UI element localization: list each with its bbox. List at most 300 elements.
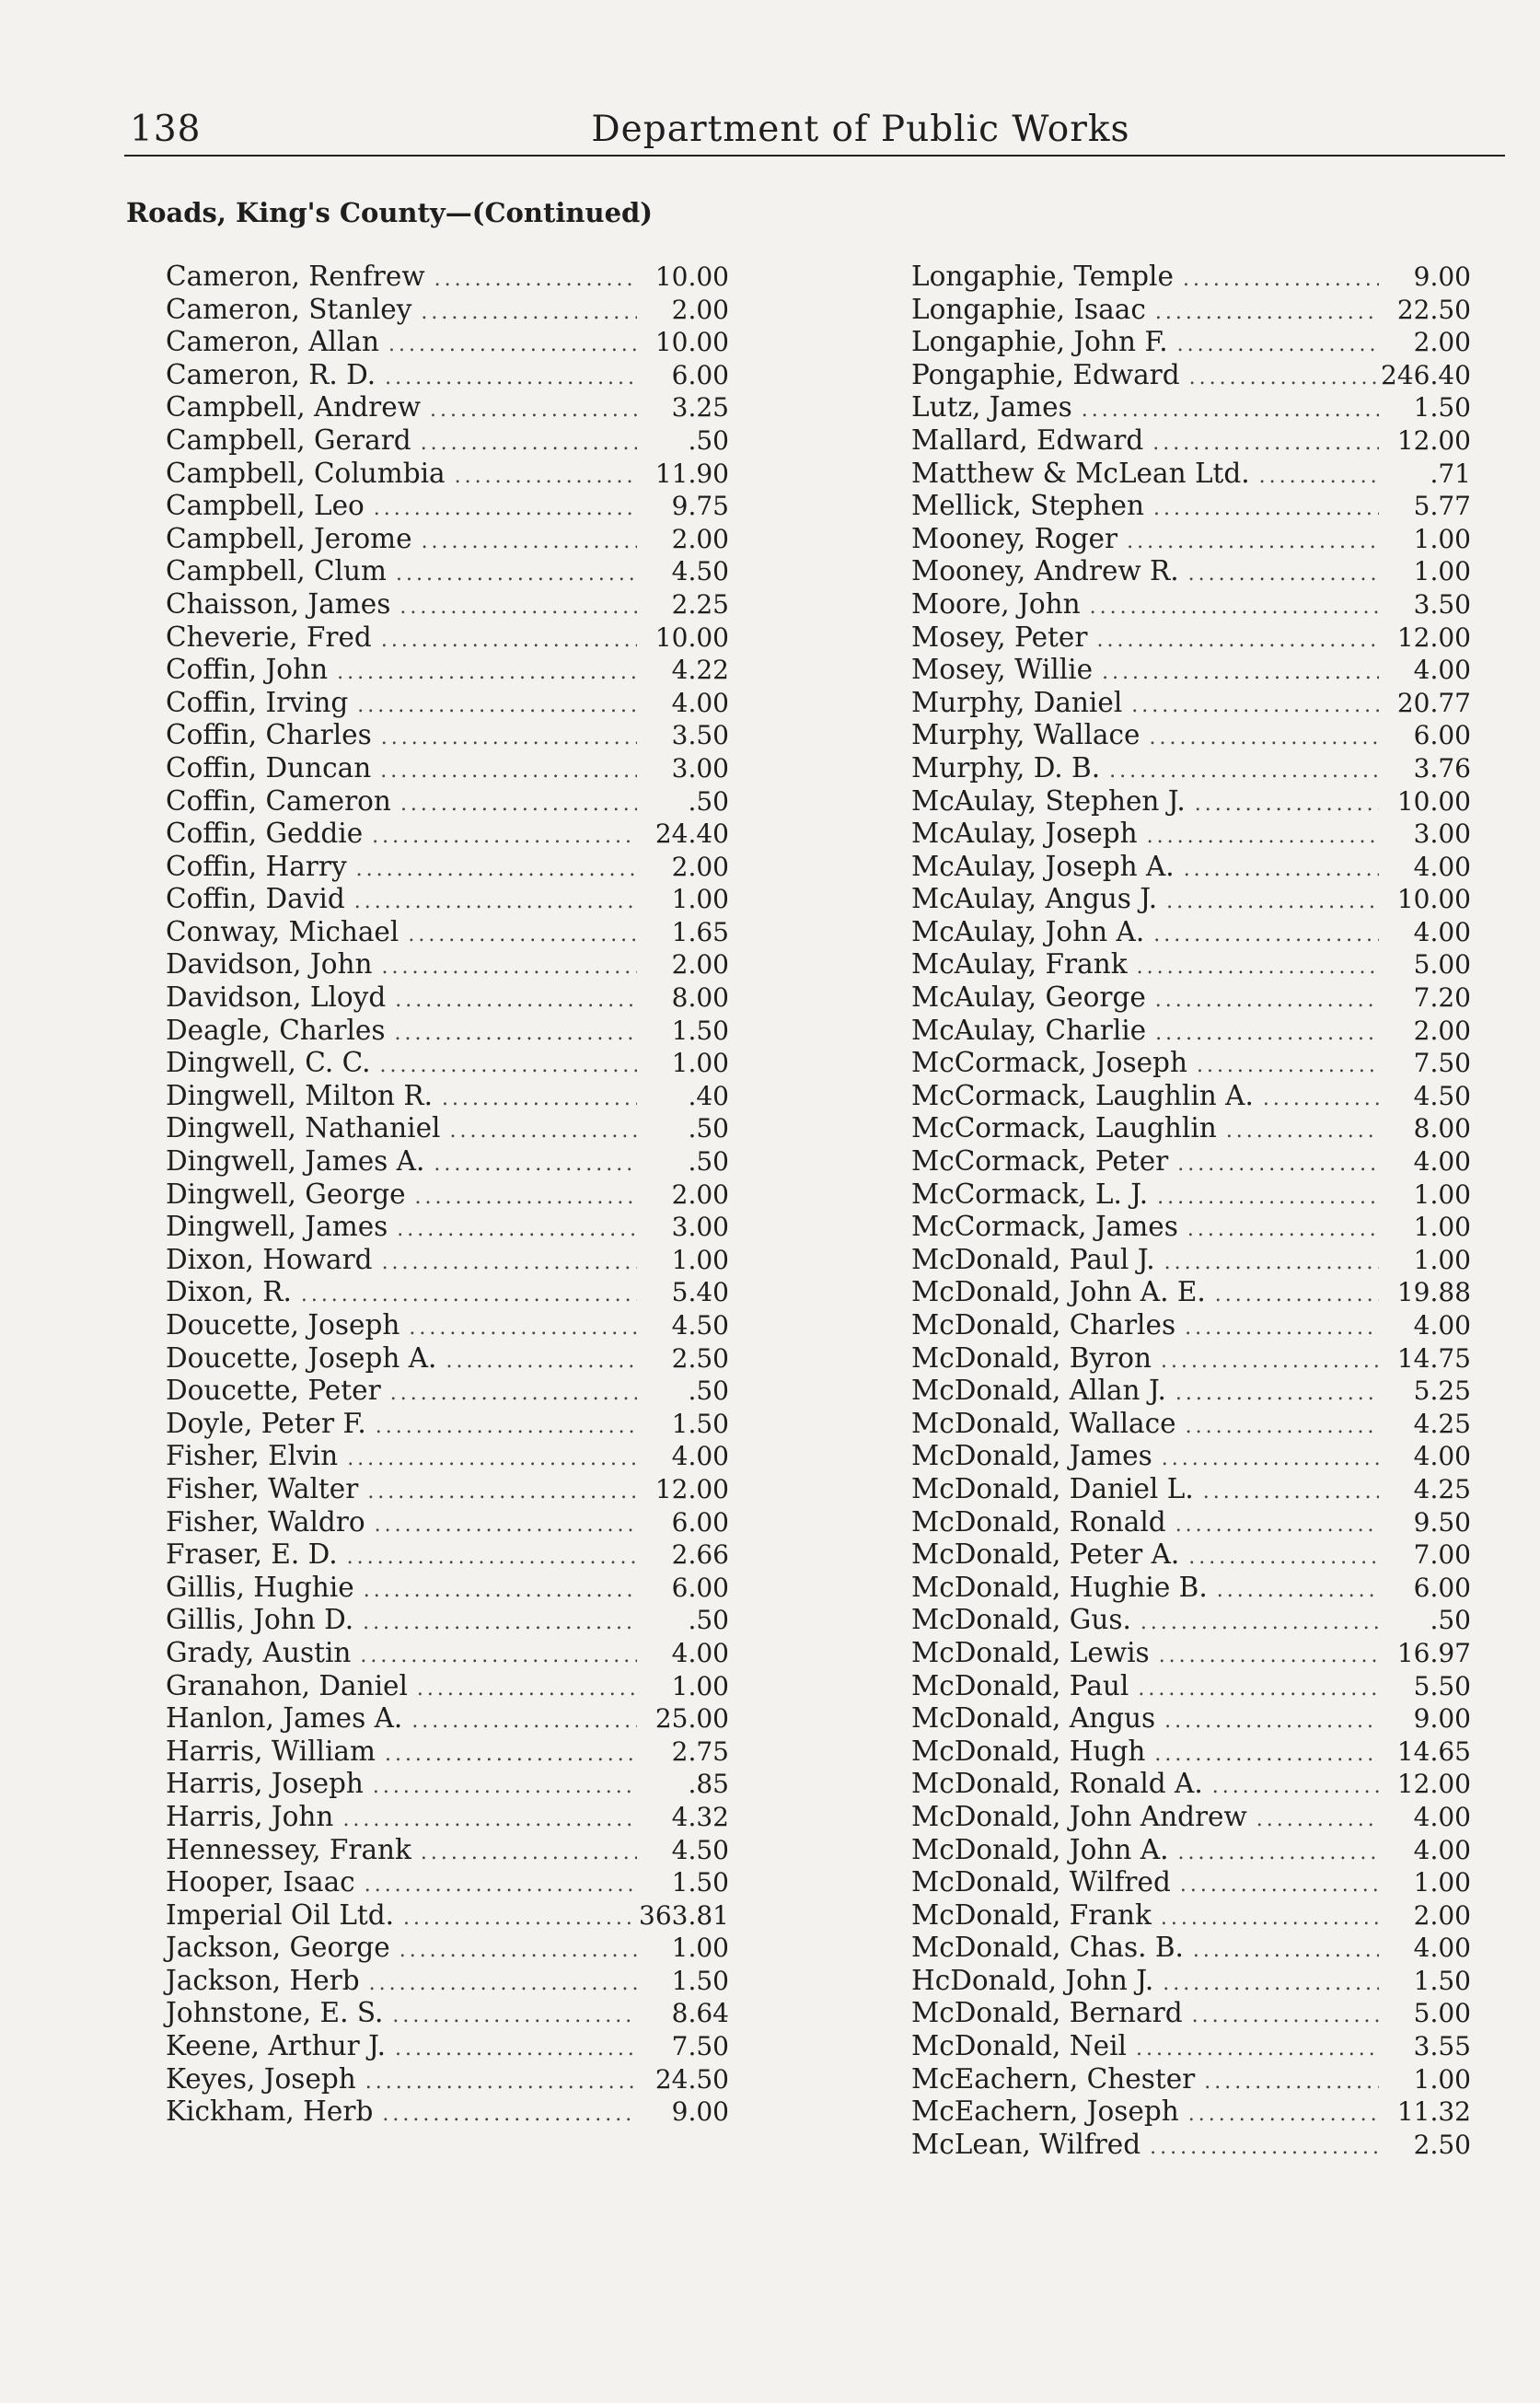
ledger-row bbox=[166, 883, 729, 916]
payee-name: Mellick, Stephen bbox=[911, 490, 1144, 522]
dot-leader bbox=[365, 497, 637, 520]
payee-name: Mallard, Edward bbox=[911, 424, 1144, 456]
dot-leader bbox=[411, 301, 637, 324]
ledger-row bbox=[166, 752, 729, 785]
payment-amount: 4.00 bbox=[1413, 1801, 1471, 1832]
payee-name: Harris, Joseph bbox=[166, 1768, 364, 1800]
dot-leader bbox=[433, 1087, 637, 1110]
dot-leader bbox=[1131, 1611, 1379, 1634]
payment-amount: 1.00 bbox=[1413, 2063, 1471, 2095]
dot-leader bbox=[347, 858, 637, 881]
payment-amount: 10.00 bbox=[654, 261, 729, 292]
dot-leader bbox=[1179, 1546, 1379, 1569]
ledger-row bbox=[911, 1768, 1471, 1801]
payee-name: Dingwell, James bbox=[166, 1211, 388, 1243]
payee-name: McDonald, Wilfred bbox=[911, 1866, 1171, 1898]
payment-amount: 2.00 bbox=[671, 1178, 729, 1210]
payment-amount: 14.75 bbox=[1396, 1342, 1471, 1374]
dot-leader bbox=[345, 890, 637, 913]
ledger-row bbox=[911, 261, 1471, 294]
dot-leader bbox=[1150, 1644, 1379, 1667]
dot-leader bbox=[1072, 399, 1379, 422]
payee-name: Davidson, John bbox=[166, 948, 373, 981]
payee-name: Mosey, Willie bbox=[911, 654, 1094, 686]
dot-leader bbox=[1178, 1218, 1379, 1241]
dot-leader bbox=[1206, 1283, 1379, 1306]
ledger-row bbox=[911, 1309, 1471, 1342]
dot-leader bbox=[1141, 2136, 1379, 2159]
ledger-row bbox=[911, 2063, 1471, 2096]
payment-amount: 5.50 bbox=[1413, 1670, 1471, 1701]
dot-leader bbox=[390, 596, 637, 619]
dot-leader bbox=[1174, 268, 1379, 291]
dot-leader bbox=[1093, 661, 1379, 684]
ledger-row bbox=[911, 359, 1471, 392]
payee-name: McAulay, Angus J. bbox=[911, 883, 1158, 915]
payment-amount: 10.00 bbox=[654, 621, 729, 653]
payee-name: Chaisson, James bbox=[166, 587, 391, 620]
dot-leader bbox=[436, 1350, 637, 1373]
payee-name: McLean, Wilfred bbox=[911, 2128, 1141, 2160]
dot-leader bbox=[376, 366, 637, 389]
payee-name: Fisher, Walter bbox=[166, 1472, 359, 1504]
ledger-row bbox=[166, 1408, 729, 1441]
payment-amount: 4.00 bbox=[1413, 1146, 1471, 1178]
ledger-row bbox=[911, 981, 1471, 1015]
dot-leader bbox=[424, 1153, 637, 1176]
dot-leader bbox=[371, 760, 637, 783]
payee-name: Doucette, Joseph bbox=[166, 1309, 400, 1341]
payment-amount: 1.65 bbox=[671, 916, 729, 947]
dot-leader bbox=[1152, 1907, 1379, 1930]
payment-amount: 1.00 bbox=[1413, 1244, 1471, 1275]
payee-name: Keyes, Joseph bbox=[166, 2062, 356, 2095]
dot-leader bbox=[1168, 1153, 1379, 1176]
dot-leader bbox=[399, 923, 637, 946]
dot-leader bbox=[1122, 694, 1379, 717]
dot-leader bbox=[1117, 530, 1379, 553]
payment-amount: 4.22 bbox=[671, 655, 729, 686]
payee-name: McEachern, Joseph bbox=[911, 2095, 1179, 2128]
ledger-row bbox=[166, 1604, 729, 1637]
payee-name: McDonald, John A. E. bbox=[911, 1276, 1206, 1308]
payee-name: McDonald, Hugh bbox=[911, 1735, 1146, 1767]
dot-leader bbox=[1153, 1972, 1379, 1995]
ledger-row bbox=[166, 1899, 729, 1933]
ledger-row bbox=[166, 1768, 729, 1801]
ledger-row bbox=[166, 391, 729, 424]
payment-amount: 1.50 bbox=[671, 1965, 729, 1996]
dot-leader bbox=[1184, 1939, 1379, 1962]
dot-leader bbox=[1186, 793, 1379, 816]
dot-leader bbox=[1143, 432, 1379, 455]
ledger-row bbox=[166, 851, 729, 884]
ledger-row bbox=[166, 621, 729, 655]
payee-name: Coffin, Irving bbox=[166, 686, 349, 718]
payment-amount: 7.20 bbox=[1413, 982, 1471, 1014]
payee-name: McCormack, Laughlin bbox=[911, 1112, 1217, 1144]
payee-name: McAulay, Joseph A. bbox=[911, 850, 1175, 882]
ledger-row bbox=[166, 1080, 729, 1113]
dot-leader bbox=[1195, 2071, 1379, 2094]
ledger-row bbox=[911, 1932, 1471, 1965]
payee-name: Longaphie, John F. bbox=[911, 326, 1168, 358]
payment-amount: 9.75 bbox=[671, 491, 729, 522]
payee-name: McDonald, Charles bbox=[911, 1309, 1176, 1341]
payment-amount: 7.50 bbox=[671, 2031, 729, 2062]
payee-name: Deagle, Charles bbox=[166, 1014, 386, 1046]
payment-amount: 3.00 bbox=[1413, 818, 1471, 850]
dot-leader bbox=[399, 1317, 637, 1340]
payment-amount: 4.50 bbox=[671, 1834, 729, 1865]
payee-name: Fisher, Elvin bbox=[166, 1440, 339, 1472]
page-number: 138 bbox=[130, 109, 202, 150]
payee-name: Cameron, Allan bbox=[166, 326, 379, 358]
ledger-row bbox=[166, 1997, 729, 2030]
ledger-row bbox=[166, 458, 729, 491]
payment-amount: 16.97 bbox=[1396, 1637, 1471, 1668]
payee-name: McDonald, Allan J. bbox=[911, 1375, 1166, 1407]
payment-amount: 6.00 bbox=[1413, 1572, 1471, 1603]
dot-leader bbox=[1175, 1317, 1379, 1340]
dot-leader bbox=[406, 1186, 637, 1209]
dot-leader bbox=[408, 1677, 637, 1701]
ledger-row bbox=[911, 1080, 1471, 1113]
payee-name: Coffin, Duncan bbox=[166, 751, 372, 784]
ledger-row bbox=[911, 1342, 1471, 1376]
dot-leader bbox=[1254, 1087, 1379, 1110]
payee-name: McDonald, Lewis bbox=[911, 1636, 1150, 1668]
dot-leader bbox=[1176, 1415, 1379, 1438]
payee-name: Fisher, Waldro bbox=[166, 1505, 365, 1538]
ledger-row bbox=[166, 1965, 729, 1998]
ledger-row bbox=[166, 654, 729, 687]
payee-name: McEachern, Chester bbox=[911, 2062, 1196, 2095]
payee-name: McDonald, Wallace bbox=[911, 1407, 1176, 1439]
payment-amount: 2.00 bbox=[671, 851, 729, 882]
payment-amount: 2.66 bbox=[671, 1539, 729, 1571]
payment-amount: 1.00 bbox=[671, 884, 729, 915]
payee-name: Matthew & McLean Ltd. bbox=[911, 457, 1250, 489]
payee-name: Davidson, Lloyd bbox=[166, 981, 387, 1014]
ledger-row bbox=[166, 1506, 729, 1539]
payment-amount: 11.90 bbox=[654, 458, 729, 489]
payee-name: Dingwell, Nathaniel bbox=[166, 1112, 441, 1144]
payment-amount: 1.50 bbox=[1413, 392, 1471, 424]
ledger-row bbox=[166, 261, 729, 294]
ledger-row bbox=[911, 2129, 1471, 2162]
ledger-row bbox=[911, 458, 1471, 491]
payee-name: Murphy, Daniel bbox=[911, 686, 1123, 718]
payee-name: Conway, Michael bbox=[166, 915, 399, 947]
payment-amount: 5.40 bbox=[671, 1277, 729, 1308]
payee-name: McDonald, John Andrew bbox=[911, 1800, 1247, 1832]
dot-leader bbox=[370, 1054, 637, 1077]
payee-name: Johnstone, E. S. bbox=[166, 1997, 384, 2029]
ledger-row bbox=[166, 1178, 729, 1212]
dot-leader bbox=[338, 1447, 637, 1470]
payment-amount: 2.50 bbox=[1413, 2129, 1471, 2160]
dot-leader bbox=[363, 825, 637, 848]
payment-amount: 4.25 bbox=[1413, 1473, 1471, 1504]
payee-name: Fraser, E. D. bbox=[166, 1538, 338, 1571]
ledger-row bbox=[166, 523, 729, 556]
payee-name: Campbell, Leo bbox=[166, 490, 365, 522]
payment-amount: 4.00 bbox=[671, 1637, 729, 1668]
dot-leader bbox=[376, 1743, 637, 1766]
ledger-row bbox=[911, 1604, 1471, 1637]
payment-amount: 4.00 bbox=[1413, 1834, 1471, 1865]
payment-amount: 10.00 bbox=[1396, 884, 1471, 915]
page-title: Department of Public Works bbox=[591, 109, 1130, 150]
ledger-row bbox=[166, 1866, 729, 1899]
payment-amount: 1.00 bbox=[1413, 556, 1471, 587]
payment-amount: .85 bbox=[688, 1769, 729, 1800]
dot-leader bbox=[386, 1022, 637, 1045]
payee-name: Cheverie, Fred bbox=[166, 621, 372, 653]
ledger-row bbox=[166, 1342, 729, 1376]
dot-leader bbox=[386, 989, 637, 1012]
dot-leader bbox=[388, 1218, 637, 1241]
payment-amount: 10.00 bbox=[654, 327, 729, 358]
ledger-row bbox=[911, 490, 1471, 523]
payment-amount: 9.50 bbox=[1413, 1506, 1471, 1538]
payment-amount: .71 bbox=[1430, 458, 1471, 489]
payee-name: HcDonald, John J. bbox=[911, 1964, 1154, 1996]
ledger-row bbox=[911, 818, 1471, 851]
payment-amount: 19.88 bbox=[1396, 1277, 1471, 1308]
ledger-row bbox=[911, 1506, 1471, 1539]
payment-amount: 6.00 bbox=[1413, 720, 1471, 751]
payee-name: McDonald, Frank bbox=[911, 1898, 1152, 1931]
ledger-row bbox=[166, 1932, 729, 1965]
payment-amount: 1.00 bbox=[671, 1670, 729, 1701]
payee-name: Campbell, Columbia bbox=[166, 457, 446, 489]
payee-name: Coffin, Harry bbox=[166, 850, 347, 882]
ledger-row bbox=[166, 1047, 729, 1080]
ledger-row bbox=[166, 981, 729, 1015]
payment-amount: 1.50 bbox=[1413, 1965, 1471, 1996]
payee-name: Hanlon, James A. bbox=[166, 1702, 403, 1735]
ledger-row bbox=[911, 719, 1471, 752]
payee-name: McCormack, L. J. bbox=[911, 1178, 1149, 1210]
payee-name: McAulay, Stephen J. bbox=[911, 784, 1186, 817]
payment-amount: 4.50 bbox=[671, 556, 729, 587]
payee-name: McDonald, Gus. bbox=[911, 1604, 1131, 1636]
payment-amount: 363.81 bbox=[639, 1899, 729, 1931]
ledger-row bbox=[911, 1866, 1471, 1899]
payee-name: McDonald, Peter A. bbox=[911, 1538, 1180, 1571]
dot-leader bbox=[1138, 825, 1379, 848]
payee-name: Dixon, R. bbox=[166, 1276, 292, 1308]
payment-amount: 6.00 bbox=[671, 359, 729, 390]
ledger-row bbox=[911, 391, 1471, 424]
dot-leader bbox=[328, 661, 637, 684]
payee-name: Longaphie, Temple bbox=[911, 261, 1174, 292]
payee-name: McCormack, Laughlin A. bbox=[911, 1079, 1254, 1111]
payee-name: Grady, Austin bbox=[166, 1636, 352, 1668]
ledger-row bbox=[166, 719, 729, 752]
payment-amount: 25.00 bbox=[654, 1703, 729, 1735]
ledger-row bbox=[166, 948, 729, 981]
payment-amount: 12.00 bbox=[654, 1473, 729, 1504]
payment-amount: 4.50 bbox=[671, 1310, 729, 1341]
payment-amount: 3.50 bbox=[671, 720, 729, 751]
dot-leader bbox=[366, 1415, 637, 1438]
dot-leader bbox=[421, 399, 637, 422]
dot-leader bbox=[364, 1775, 637, 1798]
ledger-row bbox=[911, 1145, 1471, 1178]
payment-amount: 2.00 bbox=[671, 523, 729, 554]
payee-name: Kickham, Herb bbox=[166, 2095, 374, 2128]
ledger-row bbox=[911, 883, 1471, 916]
payee-name: Keene, Arthur J. bbox=[166, 2030, 387, 2062]
dot-leader bbox=[1148, 1186, 1379, 1209]
ledger-row bbox=[911, 785, 1471, 818]
ledger-row bbox=[166, 1244, 729, 1277]
payment-amount: 12.00 bbox=[1396, 621, 1471, 653]
payment-amount: 1.00 bbox=[671, 1048, 729, 1079]
dot-leader bbox=[1179, 563, 1379, 586]
payment-amount: 3.25 bbox=[671, 392, 729, 424]
dot-leader bbox=[1152, 1447, 1379, 1470]
payment-amount: 20.77 bbox=[1396, 687, 1471, 718]
dot-leader bbox=[356, 2071, 637, 2094]
payee-name: Mooney, Andrew R. bbox=[911, 555, 1179, 587]
payment-amount: 4.00 bbox=[1413, 851, 1471, 882]
ledger-row bbox=[166, 1473, 729, 1506]
ledger-row bbox=[911, 1702, 1471, 1736]
payee-name: Cameron, R. D. bbox=[166, 358, 376, 390]
dot-leader bbox=[1140, 726, 1379, 749]
payee-name: McCormack, Peter bbox=[911, 1145, 1169, 1178]
dot-leader bbox=[373, 2103, 637, 2126]
ledger-row bbox=[166, 2030, 729, 2063]
payment-amount: 3.76 bbox=[1413, 752, 1471, 784]
ledger-row bbox=[166, 555, 729, 588]
payment-amount: 14.65 bbox=[1396, 1736, 1471, 1767]
dot-leader bbox=[1129, 1677, 1379, 1701]
ledger-row bbox=[166, 1112, 729, 1145]
payee-name: Dingwell, James A. bbox=[166, 1145, 425, 1178]
ledger-row bbox=[911, 1997, 1471, 2030]
payee-name: McDonald, Ronald bbox=[911, 1505, 1166, 1538]
payee-name: Campbell, Clum bbox=[166, 555, 387, 587]
payment-amount: 8.64 bbox=[671, 1998, 729, 2029]
payee-name: McDonald, Paul bbox=[911, 1669, 1129, 1701]
payee-name: McCormack, James bbox=[911, 1211, 1178, 1243]
payee-name: Cameron, Renfrew bbox=[166, 261, 425, 292]
dot-leader bbox=[1175, 858, 1379, 881]
ledger-row bbox=[911, 621, 1471, 655]
payee-name: Coffin, Geddie bbox=[166, 818, 364, 850]
dot-leader bbox=[1179, 2103, 1379, 2126]
payee-name: Mooney, Roger bbox=[911, 522, 1118, 554]
ledger-row bbox=[166, 1670, 729, 1703]
payee-name: McAulay, George bbox=[911, 981, 1146, 1014]
payment-amount: 2.00 bbox=[671, 294, 729, 325]
ledger-row bbox=[911, 1637, 1471, 1670]
ledger-row bbox=[911, 1047, 1471, 1080]
ledger-row bbox=[166, 588, 729, 621]
dot-leader bbox=[1157, 890, 1379, 913]
dot-leader bbox=[1128, 956, 1379, 979]
payee-name: Gillis, John D. bbox=[166, 1604, 354, 1636]
payee-name: Dixon, Howard bbox=[166, 1243, 373, 1275]
payee-name: McAulay, John A. bbox=[911, 915, 1145, 947]
payee-name: Harris, William bbox=[166, 1735, 376, 1767]
dot-leader bbox=[1208, 1579, 1379, 1602]
ledger-row bbox=[166, 1015, 729, 1048]
payee-name: Granahon, Daniel bbox=[166, 1669, 408, 1701]
payment-amount: 4.00 bbox=[671, 1441, 729, 1472]
payment-amount: 6.00 bbox=[671, 1572, 729, 1603]
payment-amount: 4.00 bbox=[1413, 655, 1471, 686]
dot-leader bbox=[348, 694, 637, 717]
payee-name: Imperial Oil Ltd. bbox=[166, 1898, 395, 1931]
ledger-row bbox=[911, 1440, 1471, 1473]
payment-amount: 2.75 bbox=[671, 1736, 729, 1767]
payee-name: Dingwell, C. C. bbox=[166, 1047, 371, 1079]
ledger-row bbox=[166, 1276, 729, 1309]
dot-leader bbox=[394, 1907, 637, 1930]
ledger-row bbox=[911, 916, 1471, 949]
ledger-row bbox=[911, 1670, 1471, 1703]
dot-leader bbox=[355, 1874, 637, 1897]
ledger-row bbox=[911, 948, 1471, 981]
ledger-row bbox=[911, 1408, 1471, 1441]
dot-leader bbox=[1155, 1251, 1379, 1274]
payment-amount: 8.00 bbox=[1413, 1113, 1471, 1144]
dot-leader bbox=[1168, 1841, 1379, 1864]
payee-name: Doyle, Peter F. bbox=[166, 1407, 366, 1439]
payee-name: McDonald, Neil bbox=[911, 2030, 1127, 2062]
payee-name: Pongaphie, Edward bbox=[911, 358, 1180, 390]
dot-leader bbox=[365, 1514, 637, 1537]
ledger-row bbox=[166, 1375, 729, 1408]
ledger-row bbox=[166, 1572, 729, 1605]
ledger-row bbox=[911, 326, 1471, 359]
ledger-row bbox=[166, 916, 729, 949]
payee-name: Lutz, James bbox=[911, 391, 1072, 424]
payment-amount: 1.00 bbox=[1413, 1867, 1471, 1898]
payee-name: McDonald, Byron bbox=[911, 1341, 1152, 1374]
payee-name: Jackson, George bbox=[166, 1932, 390, 1964]
dot-leader bbox=[354, 1579, 637, 1602]
payee-name: Cameron, Stanley bbox=[166, 293, 412, 325]
ledger-row bbox=[166, 1440, 729, 1473]
ledger-row bbox=[911, 1834, 1471, 1867]
payee-name: McDonald, Angus bbox=[911, 1702, 1156, 1735]
dot-leader bbox=[1146, 1022, 1379, 1045]
payment-amount: 4.32 bbox=[671, 1801, 729, 1832]
payee-name: Campbell, Jerome bbox=[166, 522, 412, 554]
payment-amount: 3.55 bbox=[1413, 2031, 1471, 2062]
dot-leader bbox=[1166, 1514, 1379, 1537]
payment-amount: 246.40 bbox=[1381, 359, 1471, 390]
payment-amount: 1.50 bbox=[671, 1408, 729, 1439]
payment-amount: 4.25 bbox=[1413, 1408, 1471, 1439]
ledger-row bbox=[166, 1637, 729, 1670]
payment-amount: 2.00 bbox=[1413, 1015, 1471, 1046]
payee-name: McAulay, Joseph bbox=[911, 818, 1138, 850]
payment-amount: 5.25 bbox=[1413, 1376, 1471, 1407]
ledger-row bbox=[166, 1834, 729, 1867]
dot-leader bbox=[1100, 760, 1379, 783]
payment-amount: .50 bbox=[688, 1146, 729, 1178]
payment-amount: 1.50 bbox=[671, 1867, 729, 1898]
ledger-row bbox=[166, 294, 729, 327]
